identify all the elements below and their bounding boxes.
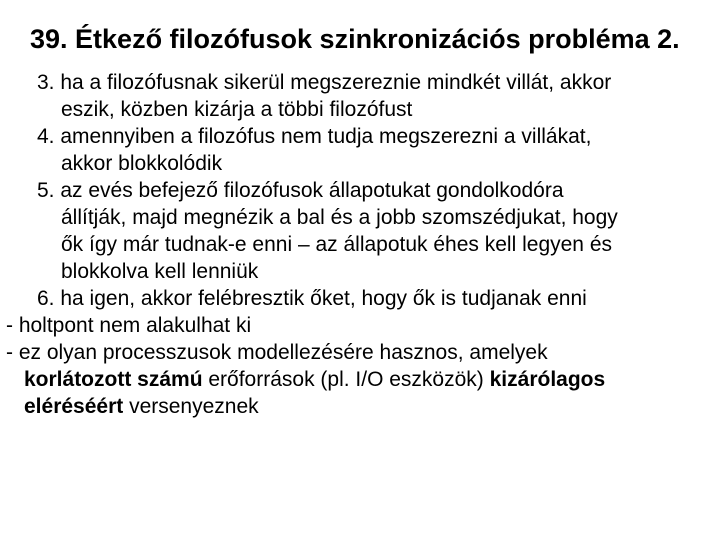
- list-item-5-line-4: blokkolva kell lenniük: [61, 260, 259, 283]
- list-item-5-line-2: állítják, majd megnézik a bal és a jobb szomszédjukat, hogy: [61, 206, 618, 229]
- bold-limited-count: korlátozott számú: [24, 368, 203, 391]
- bold-exclusive: kizárólagos: [489, 368, 606, 391]
- bullet-usefulness-line-3: [24, 393, 259, 420]
- bullet-usefulness-line-2: [24, 366, 605, 393]
- list-item-4-line-2: akkor blokkolódik: [61, 152, 223, 175]
- text-compete: versenyeznek: [123, 395, 259, 418]
- list-item-6-line-1: 6. ha igen, akkor felébresztik őket, hogy ők is tudjanak enni: [37, 287, 587, 310]
- list-item-5-line-3: ők így már tudnak-e enni – az állapotuk éhes kell legyen és: [61, 233, 612, 256]
- slide-title: 39. Étkező filozófusok szinkronizációs probléma 2.: [30, 24, 680, 54]
- list-item-3-line-2: eszik, közben kizárja a többi filozófust: [61, 98, 413, 121]
- text-resources: erőforrások (pl. I/O eszközök): [202, 368, 490, 391]
- list-item-5-line-1: 5. az evés befejező filozófusok állapotukat gondolkodóra: [37, 179, 564, 202]
- list-item-4-line-1: 4. amennyiben a filozófus nem tudja megszerezni a villákat,: [37, 125, 592, 148]
- bullet-usefulness-line-1: - ez olyan processzusok modellezésére hasznos, amelyek: [6, 341, 548, 364]
- list-item-3-line-1: 3. ha a filozófusnak sikerül megszereznie mindkét villát, akkor: [37, 71, 612, 94]
- bullet-deadlock: - holtpont nem alakulhat ki: [6, 314, 252, 337]
- bold-access: eléréséért: [24, 395, 124, 418]
